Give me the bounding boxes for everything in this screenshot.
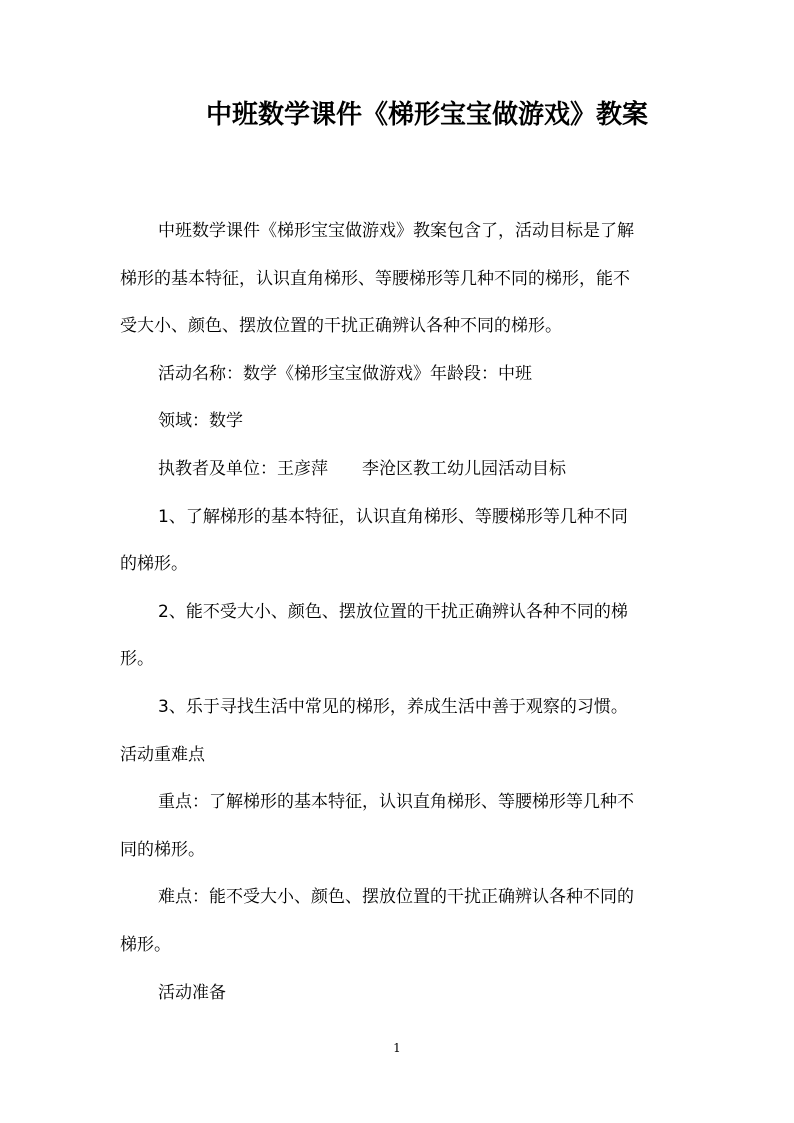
paragraph-line: 重点：了解梯形的基本特征，认识直角梯形、等腰梯形等几种不 (158, 792, 634, 813)
document-body (120, 208, 676, 1017)
paragraph-line: 2、能不受大小、颜色、摆放位置的干扰正确辨认各种不同的梯 (158, 601, 628, 622)
page-number: 1 (393, 1041, 401, 1055)
paragraph-line: 中班数学课件《梯形宝宝做游戏》教案包含了，活动目标是了解 (158, 221, 634, 241)
section-heading: 活动准备 (158, 982, 226, 1003)
section-heading: 活动重难点 (120, 744, 205, 765)
paragraph-line: 梯形的基本特征，认识直角梯形、等腰梯形等几种不同的梯形，能不 (120, 268, 630, 289)
paragraph-line: 形。 (120, 649, 154, 670)
paragraph-line: 3、乐于寻找生活中常见的梯形，养成生活中善于观察的习惯。 (158, 696, 628, 717)
paragraph-line: 难点：能不受大小、颜色、摆放位置的干扰正确辨认各种不同的 (158, 887, 634, 908)
paragraph-line: 受大小、颜色、摆放位置的干扰正确辨认各种不同的梯形。 (120, 316, 562, 337)
paragraph-line: 1、了解梯形的基本特征，认识直角梯形、等腰梯形等几种不同 (158, 506, 628, 527)
paragraph-line: 同的梯形。 (120, 839, 205, 860)
paragraph-line: 执教者及单位：王彦萍 李沧区教工幼儿园活动目标 (158, 458, 566, 479)
document-title: 中班数学课件《梯形宝宝做游戏》教案 (205, 100, 648, 130)
paragraph-line: 的梯形。 (120, 554, 188, 575)
paragraph-line: 梯形。 (120, 934, 171, 955)
paragraph-line: 领域：数学 (158, 411, 243, 432)
paragraph-line: 活动名称：数学《梯形宝宝做游戏》年龄段：中班 (158, 363, 532, 384)
